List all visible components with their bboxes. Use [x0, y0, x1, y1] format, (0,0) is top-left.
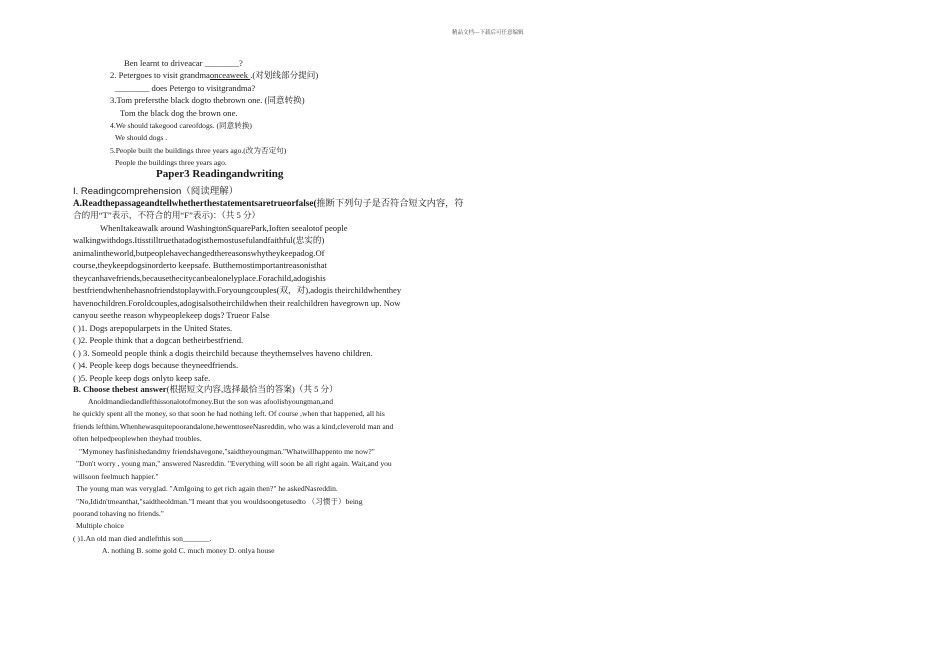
part-a-heading-bold: A.Readthepassageandtellwhetherthestatementsaretrueorfalse( — [73, 198, 317, 208]
passage-a-line: course,theykeepdogsinorderto keepsafe. Butthemostimportantreasonisthat — [73, 260, 327, 270]
paper-title: Paper3 Readingandwriting — [156, 168, 284, 180]
passage-a-line: walkingwithdogs.Itisstilltruethatadogisthemostusefulandfaithful(忠实的) — [73, 235, 325, 245]
passage-b-line: The young man was veryglad. "AmIgoing to get rich again then?" he askedNasreddin. — [76, 484, 338, 493]
passage-a-line: bestfriendwhenhehasnofriendstoplaywith.Foryoungcouples(双，对),adogis theirchildwhenthey — [73, 285, 402, 295]
section-heading: I. Readingcomprehension（阅读理解） — [73, 186, 239, 197]
part-a-heading-2: 合的用“T”表示，不符合的用“F”表示)：（共 5 分） — [73, 210, 261, 220]
rewrite-line-2-note: .(对划线部分提问) — [250, 70, 319, 80]
question-a-3: ( ) 3. Someold people think a dogis theirchild because theythemselves haveno children. — [73, 348, 373, 358]
underlined-phrase: onceaweek — [209, 70, 251, 80]
passage-b-line: Anoldmandiedandlefthissonalotofmoney.But the son was afoolishyoungman,and — [88, 397, 333, 406]
passage-a-line: animalintheworld,butpeoplehavechangedthereasonswhytheykeepadog.Of — [73, 248, 325, 258]
rewrite-line-2-text: 2. Petergoes to visit grandma — [110, 70, 210, 80]
passage-a-line: WhenItakeawalk around WashingtonSquarePark,Ioften seealotof people — [100, 223, 348, 233]
page-header: 精品文档---下载后可任意编辑 — [452, 30, 524, 36]
passage-b-line: often helpedpeoplewhen theyhad troubles. — [73, 434, 202, 443]
part-b-heading-bold: B. Choose thebest answer — [73, 384, 167, 394]
part-b-heading-rest: (根据短文内容,选择最恰当的答案)（共 5 分） — [166, 384, 338, 394]
passage-a-line: havenochildren.Foroldcouples,adogisalsotheirchildwhen their realchildren havegrown up. Now — [73, 298, 401, 308]
question-a-5: ( )5. People keep dogs onlyto keep safe. — [73, 373, 211, 383]
passage-b-line: "Mymoney hasfinishedandmy friendshavegone,"saidtheyoungman."Whatwillhappento me now?" — [79, 447, 375, 456]
part-a-heading-rest: 推断下列句子是否符合短文内容，符 — [316, 198, 464, 208]
question-a-2: ( )2. People think that a dogcan betheirbestfriend. — [73, 335, 244, 345]
passage-b-line: poorand tohaving no friends." — [73, 509, 164, 518]
passage-b-line: willsoon feelmuch happier." — [73, 472, 159, 481]
rewrite-line-5: Tom the black dog the brown one. — [120, 108, 238, 118]
rewrite-line-8: 5.People built the buildings three years ago.(改为否定句) — [110, 146, 287, 155]
question-a-4: ( )4. People keep dogs because theyneedfriends. — [73, 360, 239, 370]
question-b-1-options: A. nothing B. some gold C. much money D. onlya house — [102, 546, 275, 555]
rewrite-line-2 — [110, 70, 318, 81]
passage-a-line: theycanhavefriends,becausethecitycanbealonelyplace.Forachild,adogishis — [73, 273, 326, 283]
passage-b-line: he quickly spent all the money, so that soon he had nothing left. Of course ,when that happened, all his — [73, 409, 385, 418]
part-a-heading — [73, 197, 464, 209]
rewrite-line-4: 3.Tom prefersthe black dogto thebrown one. (同意转换) — [110, 95, 305, 105]
question-a-1: ( )1. Dogs arepopularpets in the United States. — [73, 323, 233, 333]
question-b-1: ( )1.An old man died andleftthis son_______. — [73, 534, 212, 543]
passage-b-line: friends lefthim.Whenhewasquitepoorandalone,hewenttoseeNasreddin, who was a kind,cleverold man and — [73, 422, 394, 431]
passage-b-line: "Don't worry , young man," answered Nasreddin. "Everything will soon be all right again. Wait,and you — [76, 459, 392, 468]
rewrite-line-9: People the buildings three years ago. — [115, 158, 227, 167]
rewrite-line-1: Ben learnt to driveacar ________? — [124, 58, 243, 68]
passage-b-line: "No,Ididn'tmeanthat,"saidtheoldman."I meant that you wouldsoongetusedto （习惯于）being — [76, 497, 363, 506]
rewrite-line-3: ________ does Petergo to visitgrandma? — [115, 83, 256, 93]
passage-a-line: canyou seethe reason whypeoplekeep dogs? Trueor False — [73, 310, 270, 320]
multiple-choice-label: Multiple choice — [76, 521, 124, 530]
part-b-heading — [73, 384, 338, 395]
rewrite-line-7: We should dogs . — [115, 133, 168, 142]
rewrite-line-6: 4.We should takegood careofdogs. (同意转换) — [110, 121, 252, 130]
